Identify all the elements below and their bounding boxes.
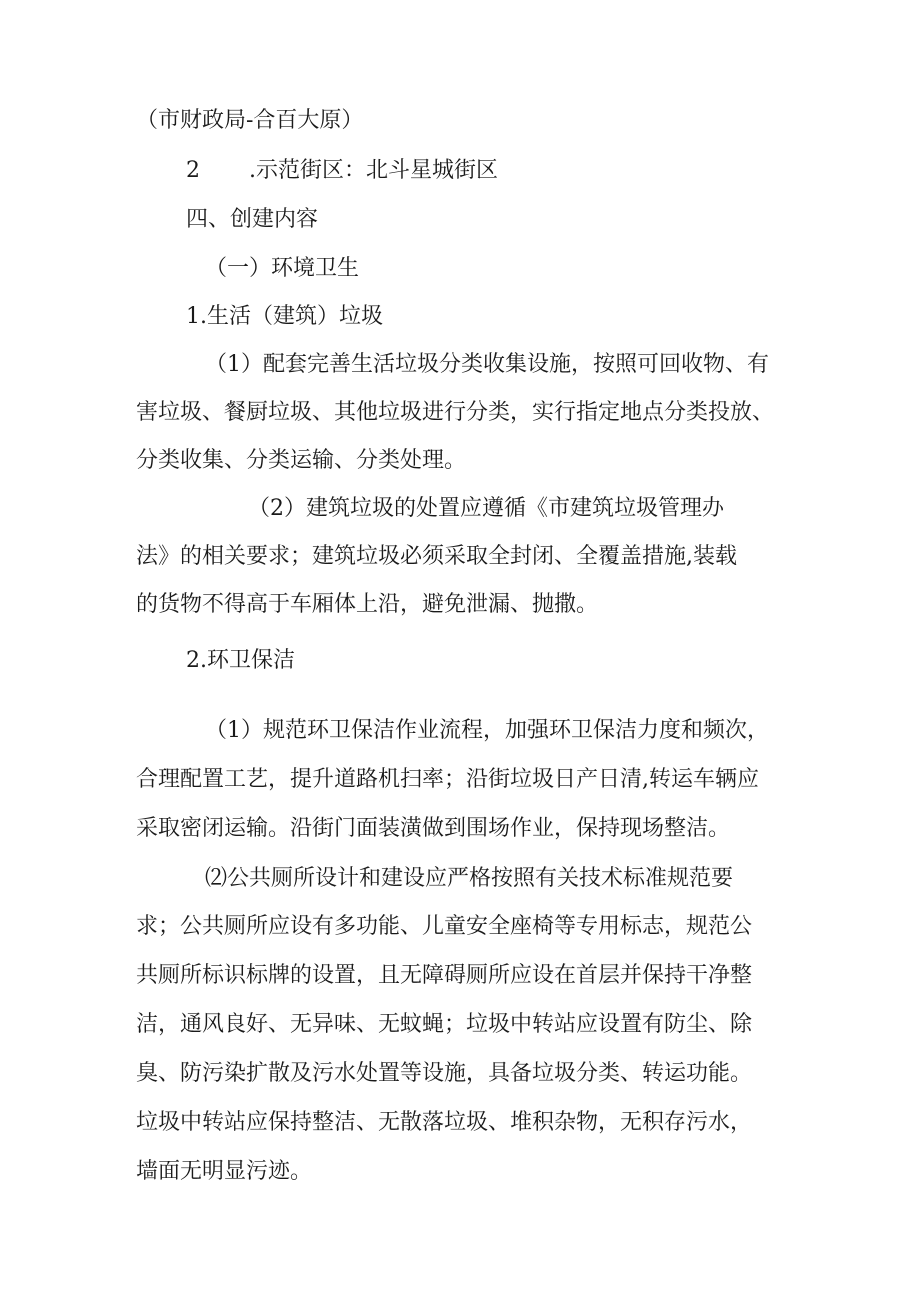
paragraph-line: （1）规范环卫保洁作业流程，加强环卫保洁力度和频次， [205, 718, 769, 743]
paragraph-line: 法》的相关要求；建筑垃圾必须采取全封闭、全覆盖措施,装载 [136, 544, 737, 569]
paragraph-line: 共厕所标识标牌的设置，且无障碍厕所应设在首层并保持干净整 [136, 963, 753, 988]
item-heading: 1.生活（建筑）垃圾 [186, 304, 383, 329]
paragraph-line: 墙面无明显污迹。 [136, 1159, 313, 1184]
subsection-heading: （一）环境卫生 [205, 256, 360, 281]
paragraph-line: 采取密闭运输。沿街门面装潢做到围场作业，保持现场整洁。 [136, 816, 731, 841]
paragraph-line: 的货物不得高于车厢体上沿，避免泄漏、抛撒。 [136, 592, 599, 617]
paragraph-line: ⑵公共厕所设计和建设应严格按照有关技术标准规范要 [205, 866, 734, 891]
paragraph-line: 合理配置工艺，提升道路机扫率；沿街垃圾日产日清,转运车辆应 [136, 767, 759, 792]
demo-district-line: 2 .示范街区：北斗星城街区 [186, 158, 498, 183]
paragraph-line: （2）建筑垃圾的处置应遵循《市建筑垃圾管理办 [248, 496, 724, 521]
paragraph-line: 求；公共厕所应设有多功能、儿童安全座椅等专用标志，规范公 [136, 914, 753, 939]
paragraph-line: 垃圾中转站应保持整洁、无散落垃圾、堆积杂物，无积存污水， [136, 1110, 753, 1135]
item-heading: 2.环卫保洁 [186, 648, 295, 673]
paragraph-line: 分类收集、分类运输、分类处理。 [136, 448, 467, 473]
agency-note-line: （市财政局-合百大原） [136, 108, 364, 133]
paragraph-line: 害垃圾、餐厨垃圾、其他垃圾进行分类，实行指定地点分类投放、 [136, 400, 775, 425]
paragraph-line: 洁，通风良好、无异味、无蚊蝇；垃圾中转站应设置有防尘、除 [136, 1012, 753, 1037]
paragraph-line: 臭、防污染扩散及污水处置等设施，具备垃圾分类、转运功能。 [136, 1061, 753, 1086]
section-heading: 四、创建内容 [186, 207, 319, 232]
paragraph-line: （1）配套完善生活垃圾分类收集设施，按照可回收物、有 [205, 352, 769, 377]
